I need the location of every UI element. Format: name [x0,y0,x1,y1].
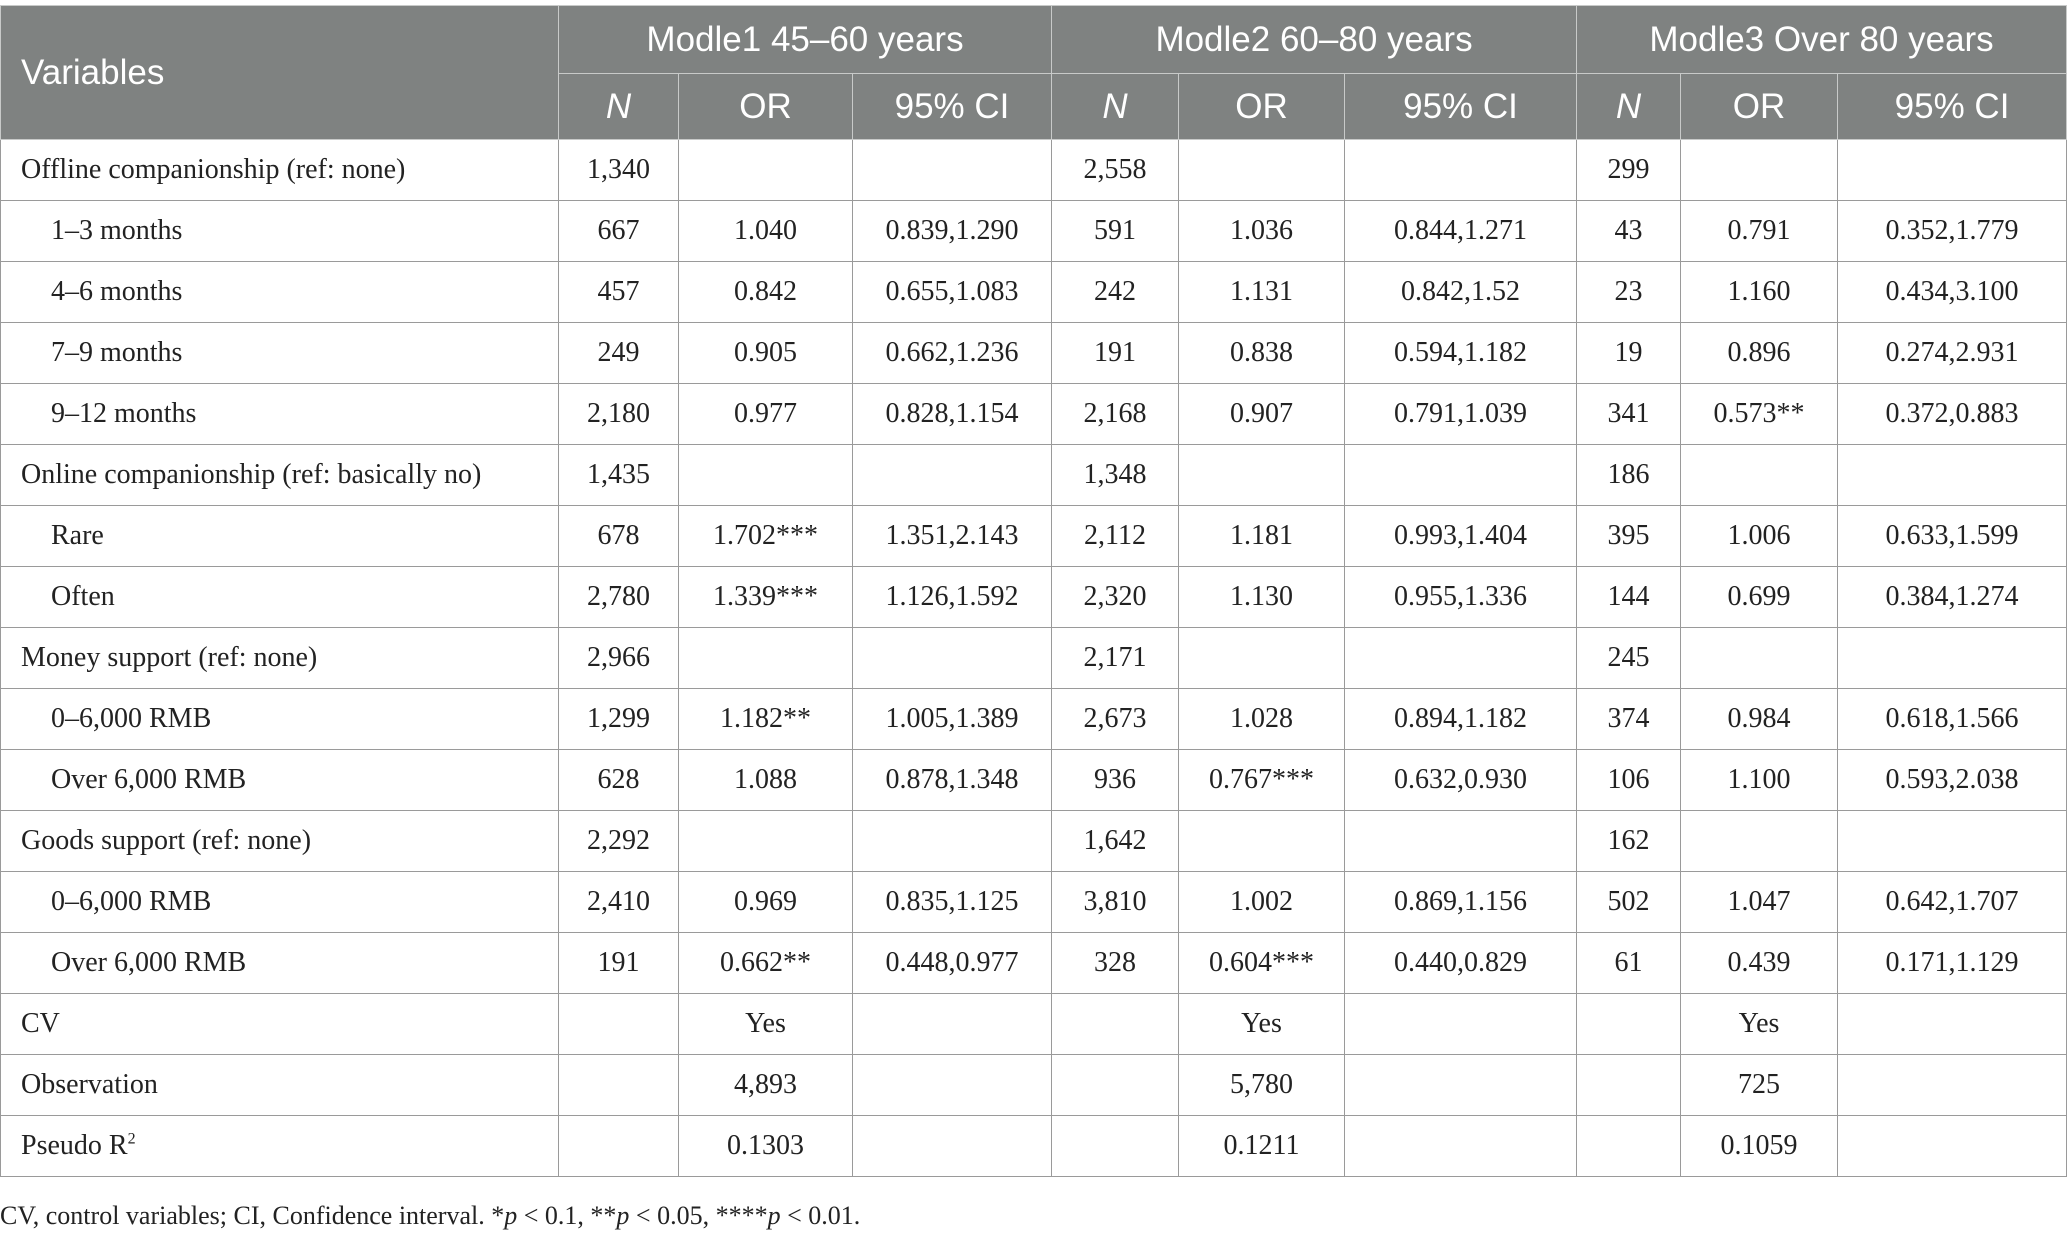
table-cell: 0.618,1.566 [1838,689,2067,750]
table-cell: 0.842 [679,262,853,323]
table-cell: 457 [559,262,679,323]
table-cell [853,445,1052,506]
table-cell: 1.182** [679,689,853,750]
table-cell: 0.896 [1681,323,1838,384]
table-cell [679,445,853,506]
table-cell: 1.702*** [679,506,853,567]
row-label [1,567,559,628]
table-cell: 725 [1681,1055,1838,1116]
table-row [1,811,2067,872]
table-cell [1577,1116,1681,1177]
table-cell: Yes [1681,994,1838,1055]
row-label-text: Rare [51,520,104,551]
row-label [1,1116,559,1177]
row-label [1,201,559,262]
row-label-text: CV [21,1008,60,1039]
table-cell [853,628,1052,689]
table-cell [853,140,1052,201]
table-cell: 0.984 [1681,689,1838,750]
table-cell: 0.835,1.125 [853,872,1052,933]
table-cell: 1.339*** [679,567,853,628]
table-cell: 2,780 [559,567,679,628]
footnote-p: p [767,1201,781,1230]
row-label-text: Often [51,581,115,612]
row-label [1,1055,559,1116]
table-cell: 0.955,1.336 [1345,567,1577,628]
table-cell: 1.002 [1179,872,1345,933]
table-cell [559,1116,679,1177]
table-cell: 191 [1052,323,1179,384]
table-row [1,445,2067,506]
table-cell [1577,994,1681,1055]
table-cell [1577,1055,1681,1116]
results-table [0,5,2067,1177]
table-cell: 0.894,1.182 [1345,689,1577,750]
table-cell: 2,180 [559,384,679,445]
table-cell [1345,445,1577,506]
table-cell: 0.828,1.154 [853,384,1052,445]
row-label-text: Online companionship (ref: basically no) [21,459,482,490]
table-cell: 628 [559,750,679,811]
table-cell [559,994,679,1055]
table-cell: 0.907 [1179,384,1345,445]
table-cell [1838,1116,2067,1177]
table-cell: 2,171 [1052,628,1179,689]
table-cell [1345,1055,1577,1116]
table-cell [853,811,1052,872]
table-cell: 0.171,1.129 [1838,933,2067,994]
table-cell: 328 [1052,933,1179,994]
table-cell: 0.844,1.271 [1345,201,1577,262]
table-cell: 1.160 [1681,262,1838,323]
table-cell: 1.028 [1179,689,1345,750]
row-label-text: 4–6 months [51,276,183,307]
table-cell [1681,445,1838,506]
table-cell: 19 [1577,323,1681,384]
table-cell [1052,1116,1179,1177]
table-cell: 191 [559,933,679,994]
table-cell: 0.791 [1681,201,1838,262]
header-ci: 95% CI [1838,74,2067,140]
table-cell [1179,628,1345,689]
table-cell: 0.905 [679,323,853,384]
table-row [1,506,2067,567]
row-label [1,872,559,933]
table-cell: 502 [1577,872,1681,933]
table-cell: 0.969 [679,872,853,933]
table-cell [559,1055,679,1116]
table-cell: 4,893 [679,1055,853,1116]
table-cell: 0.839,1.290 [853,201,1052,262]
header-or: OR [679,74,853,140]
row-label [1,689,559,750]
row-label-text: 7–9 months [51,337,183,368]
header-model1: Modle1 45–60 years [559,6,1052,74]
table-cell: 1,435 [559,445,679,506]
header-ci: 95% CI [1345,74,1577,140]
table-cell: 249 [559,323,679,384]
table-cell [1179,811,1345,872]
table-cell: 678 [559,506,679,567]
row-label-text: Offline companionship (ref: none) [21,154,406,185]
table-row [1,384,2067,445]
table-cell: 667 [559,201,679,262]
table-cell: 0.1303 [679,1116,853,1177]
table-cell: 5,780 [1179,1055,1345,1116]
table-cell: 2,292 [559,811,679,872]
table-cell: 0.791,1.039 [1345,384,1577,445]
table-cell: 144 [1577,567,1681,628]
table-cell: 245 [1577,628,1681,689]
table-cell [1838,445,2067,506]
header-ci: 95% CI [853,74,1052,140]
table-cell: 0.1059 [1681,1116,1838,1177]
table-cell [1838,994,2067,1055]
table-cell: 0.655,1.083 [853,262,1052,323]
table-cell: Yes [679,994,853,1055]
row-label [1,994,559,1055]
table-cell: 186 [1577,445,1681,506]
table-cell: 2,112 [1052,506,1179,567]
row-label-text: Over 6,000 RMB [51,947,247,978]
row-label-text: Over 6,000 RMB [51,764,247,795]
table-cell: 242 [1052,262,1179,323]
footnote-p: p [616,1201,630,1230]
table-cell: 2,558 [1052,140,1179,201]
row-label [1,384,559,445]
table-row [1,628,2067,689]
header-variables: Variables [1,6,559,140]
table-cell [853,1116,1052,1177]
row-label-text: 0–6,000 RMB [51,886,212,917]
header-or: OR [1179,74,1345,140]
table-cell: 1,642 [1052,811,1179,872]
table-cell: 0.440,0.829 [1345,933,1577,994]
table-cell: 0.869,1.156 [1345,872,1577,933]
table-cell [679,140,853,201]
footnote-text: CV, control variables; CI, Confidence interval. * [0,1201,505,1230]
table-cell: 0.662,1.236 [853,323,1052,384]
row-label-text: Pseudo R [21,1130,128,1161]
row-label [1,445,559,506]
table-cell: 1.181 [1179,506,1345,567]
table-cell: 0.372,0.883 [1838,384,2067,445]
table-cell: 1.088 [679,750,853,811]
row-label-text: Money support (ref: none) [21,642,318,673]
footnote-p: p [504,1201,518,1230]
table-cell: 1.047 [1681,872,1838,933]
table-cell: 1.036 [1179,201,1345,262]
table-cell: 1.130 [1179,567,1345,628]
footnote-text: < 0.01. [780,1201,861,1230]
table-cell: 0.434,3.100 [1838,262,2067,323]
table-cell [1345,140,1577,201]
table-cell: 1.006 [1681,506,1838,567]
row-label-text: 9–12 months [51,398,197,429]
row-label [1,140,559,201]
table-cell [1179,140,1345,201]
table-row [1,1055,2067,1116]
table-row [1,201,2067,262]
table-row [1,140,2067,201]
table-cell: 0.977 [679,384,853,445]
table-cell [1681,628,1838,689]
table-cell [1345,1116,1577,1177]
table-cell: 0.767*** [1179,750,1345,811]
table-row [1,262,2067,323]
table-cell: 0.384,1.274 [1838,567,2067,628]
table-cell [1838,811,2067,872]
table-cell [1681,811,1838,872]
row-label [1,262,559,323]
table-cell: 23 [1577,262,1681,323]
table-cell: 0.632,0.930 [1345,750,1577,811]
table-cell [1052,1055,1179,1116]
table-cell: 2,966 [559,628,679,689]
row-label [1,628,559,689]
table-cell: 1.131 [1179,262,1345,323]
table-row [1,872,2067,933]
table-row [1,994,2067,1055]
table-cell: 3,810 [1052,872,1179,933]
footnote-text: < 0.05, **** [629,1201,768,1230]
table-row [1,750,2067,811]
table-cell [1052,994,1179,1055]
row-label-text: Goods support (ref: none) [21,825,312,856]
table-cell: 1.351,2.143 [853,506,1052,567]
table-cell: 395 [1577,506,1681,567]
table-cell: 1,299 [559,689,679,750]
header-n: N [1577,74,1681,140]
row-label [1,811,559,872]
table-cell: 2,320 [1052,567,1179,628]
header-n: N [559,74,679,140]
table-footnote [0,1201,860,1231]
table-cell: 0.662** [679,933,853,994]
table-cell: 1,340 [559,140,679,201]
table-cell: 162 [1577,811,1681,872]
row-label-text: 0–6,000 RMB [51,703,212,734]
table-cell [679,811,853,872]
table-cell [853,1055,1052,1116]
table-cell: Yes [1179,994,1345,1055]
table-cell: 0.593,2.038 [1838,750,2067,811]
row-label-text: Observation [21,1069,158,1100]
table-row [1,933,2067,994]
table-cell: 43 [1577,201,1681,262]
table-cell: 0.642,1.707 [1838,872,2067,933]
table-cell: 0.594,1.182 [1345,323,1577,384]
table-cell: 1.040 [679,201,853,262]
row-label-text: 1–3 months [51,215,183,246]
table-cell: 936 [1052,750,1179,811]
row-label [1,750,559,811]
table-cell: 0.604*** [1179,933,1345,994]
table-cell: 0.448,0.977 [853,933,1052,994]
table-cell [679,628,853,689]
header-model3: Modle3 Over 80 years [1577,6,2067,74]
table-cell: 1,348 [1052,445,1179,506]
table-row [1,323,2067,384]
row-label [1,933,559,994]
header-row-groups [1,6,2067,74]
table-cell: 0.352,1.779 [1838,201,2067,262]
table-cell: 0.1211 [1179,1116,1345,1177]
table-row [1,689,2067,750]
table-cell [1179,445,1345,506]
table-cell: 341 [1577,384,1681,445]
table-cell: 1.005,1.389 [853,689,1052,750]
table-cell: 0.274,2.931 [1838,323,2067,384]
table-row [1,567,2067,628]
table-cell [1838,628,2067,689]
table-cell: 0.439 [1681,933,1838,994]
results-table-container [0,5,2067,1177]
table-cell: 61 [1577,933,1681,994]
table-cell: 0.699 [1681,567,1838,628]
table-cell: 0.878,1.348 [853,750,1052,811]
table-cell: 2,673 [1052,689,1179,750]
table-cell: 1.100 [1681,750,1838,811]
table-cell: 0.838 [1179,323,1345,384]
header-or: OR [1681,74,1838,140]
header-model2: Modle2 60–80 years [1052,6,1577,74]
table-cell: 2,410 [559,872,679,933]
table-cell [1838,140,2067,201]
table-cell: 0.633,1.599 [1838,506,2067,567]
table-cell: 374 [1577,689,1681,750]
table-cell [1345,994,1577,1055]
table-body [1,140,2067,1177]
table-cell [1345,811,1577,872]
table-cell [1681,140,1838,201]
table-cell: 2,168 [1052,384,1179,445]
row-label-superscript: 2 [127,1130,136,1148]
table-cell [1838,1055,2067,1116]
table-cell: 299 [1577,140,1681,201]
table-cell: 0.573** [1681,384,1838,445]
table-cell: 0.993,1.404 [1345,506,1577,567]
footnote-text: < 0.1, ** [517,1201,617,1230]
table-cell: 1.126,1.592 [853,567,1052,628]
row-label [1,506,559,567]
table-row [1,1116,2067,1177]
table-cell [853,994,1052,1055]
table-cell: 591 [1052,201,1179,262]
table-cell [1345,628,1577,689]
row-label [1,323,559,384]
table-cell: 106 [1577,750,1681,811]
table-cell: 0.842,1.52 [1345,262,1577,323]
header-n: N [1052,74,1179,140]
